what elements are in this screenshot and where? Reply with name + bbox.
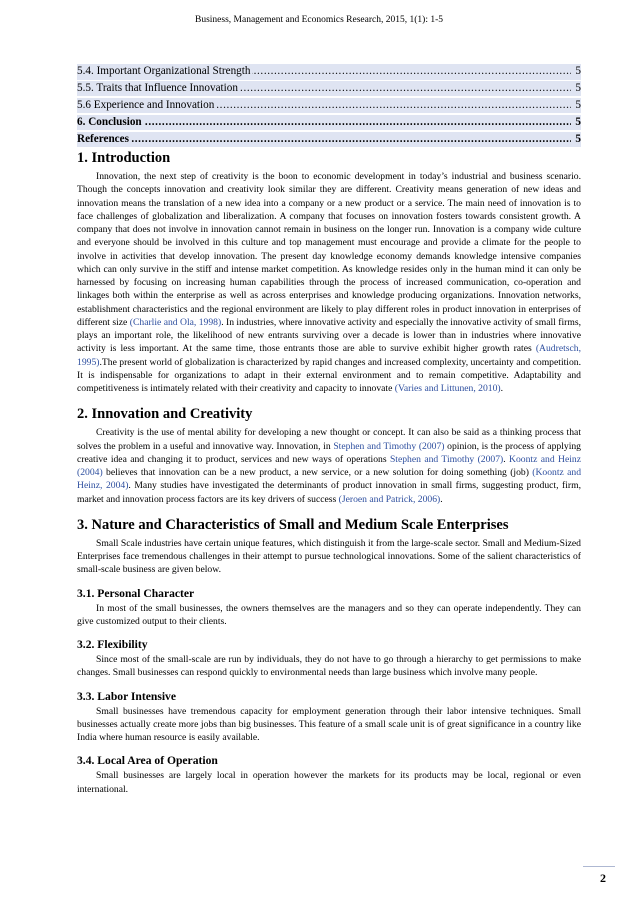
section-heading-nature-characteristics: 3. Nature and Characteristics of Small and Medium Scale Enterprises	[77, 516, 509, 533]
toc-entry-page: 5	[574, 64, 581, 80]
toc-entry[interactable]	[77, 132, 581, 148]
innovation-paragraph: Creativity is the use of mental ability for developing a new thought or concept. It can also be said as a thinking process that solves the problem in a useful and innovative way. Innovation, in Stephen and Timothy (2007) opinion, is the process of applying creative idea and changing it to product, services and new ways of operations Stephen and Timothy (2007). Koontz and Heinz (2004) believes that innovation can be a new product, a new service, or a new solution for doing something (job) (Koontz and Heinz, 2004). Many studies have investigated the determinants of product innovation in small firms, suggesting product, firm, market and innovation process factors are its key drivers of success (Jeroen and Patrick, 2006).	[77, 427, 582, 505]
nature-paragraph: Small Scale industries have certain unique features, which distinguish it from the large-scale sector. Small and Medium-Sized Enterprises face tremendous challenges in their attempt to pursue technological innovations. Some of the salient characteristics of small-scale business are given below.	[77, 537, 581, 576]
section-heading-innovation-creativity: 2. Innovation and Creativity	[77, 406, 253, 423]
local-area-paragraph: Small businesses are largely local in operation however the markets for its products may be local, regional or even international.	[77, 770, 581, 795]
toc-entry-page: 5	[574, 81, 581, 97]
subsection-heading-flexibility: 3.2. Flexibility	[77, 638, 148, 651]
flexibility-paragraph: Since most of the small-scale are run by individuals, they do not have to go through a hierarchy to get permissions to make changes. Small businesses can respond quickly to environmental needs than large business which involve many people.	[77, 654, 581, 679]
toc-entry-page: 5	[574, 115, 581, 131]
toc-entry-title: 5.5. Traits that Influence Innovation	[77, 81, 238, 94]
toc-entry-title: 6. Conclusion	[77, 115, 142, 128]
citation-link[interactable]: (Varies and Littunen, 2010)	[394, 383, 501, 394]
section-heading-introduction: 1. Introduction	[77, 150, 171, 166]
personal-character-paragraph: In most of the small businesses, the owners themselves are the managers and so they can operate independently. They can give customized output to their clients.	[77, 602, 581, 627]
toc-entry[interactable]	[77, 64, 581, 80]
citation-link[interactable]: (Audretsch, 1995)	[77, 343, 582, 368]
table-of-contents	[77, 64, 581, 148]
citation-link[interactable]: Stephen and Timothy (2007)	[333, 440, 445, 452]
subsection-heading-labor-intensive: 3.3. Labor Intensive	[77, 689, 176, 703]
citation-link[interactable]: Koontz and Heinz (2004)	[77, 453, 581, 478]
citation-link[interactable]: (Jeroen and Patrick, 2006)	[338, 493, 441, 505]
citation-link[interactable]: (Charlie and Ola, 1998)	[129, 316, 222, 328]
toc-entry[interactable]	[77, 81, 581, 97]
citation-link[interactable]: (Koontz and Heinz, 2004)	[77, 467, 582, 492]
toc-entry[interactable]	[77, 115, 581, 131]
toc-entry-title: 5.6 Experience and Innovation	[77, 98, 215, 111]
article-body	[77, 150, 581, 796]
toc-entry[interactable]	[77, 98, 581, 114]
toc-entry-page: 5	[574, 98, 581, 114]
subsection-heading-personal-character: 3.1. Personal Character	[77, 586, 195, 600]
footer-divider	[583, 866, 615, 867]
introduction-paragraph: Innovation, the next step of creativity is the boon to economic development in today’s industrial and business scenario. Though the concepts innovation and creativity look similar they are different. Creativity means generation of new ideas and innovation means the translation of a new idea into a company or a new product or a service. The main need of innovation is to face challenges of globalization and liberalization. A company that focuses on innovation fosters towards consistent growth. A company that does not involve in innovation cannot remain in business on the longer run. Innovation is a company wide culture and everyone should be involved in this culture and top management must encourage and provide a climate for the people to involve in activities that develop innovation. The present day knowledge economy demands knowledge intensive companies which can only survive in the stiff and intense market competition. As knowledge resides only in the human mind it can only be harnessed by focusing on increasing human capabilities through the process of increased communication, co-operation and linkages both within the enterprise as well as across enterprises and knowledge producing organizations. Innovation networks, establishment characteristics and the regional environment are likely to play different roles in product innovation in enterprises of different size (Charlie and Ola, 1998). In industries, where innovative activity and especially the innovative activity of small firms, plays an important role, the likelihood of new entrants surviving over a decade is lower than in industries where innovative activity is less important. At the same time, those entrants those are able to survive exhibit higher growth rates (Audretsch, 1995).The present world of globalization is characterized by rapid changes and increased complexity, uncertainty and competition. It is indispensable for organizations to adapt in their external environment and to remain competitive. Adaptability and competitiveness is intimately related with their creativity and capacity to innovate (Varies and Littunen, 2010).	[77, 171, 582, 394]
citation-link[interactable]: Stephen and Timothy (2007)	[389, 453, 504, 465]
page-number: 2	[600, 871, 606, 885]
labor-intensive-paragraph: Small businesses have tremendous capacity for employment generation through their labor intensive techniques. Small businesses actually create more jobs than big businesses. This feature of a small scale unit is of great significance in a country like India where human resource is easily available.	[77, 705, 581, 743]
toc-entry-page: 5	[574, 132, 581, 148]
running-header: Business, Management and Economics Research, 2015, 1(1): 1-5	[195, 15, 443, 25]
toc-entry-title: 5.4. Important Organizational Strength	[77, 65, 251, 77]
toc-entry-title: References	[77, 132, 129, 145]
subsection-heading-local-area: 3.4. Local Area of Operation	[77, 754, 218, 768]
